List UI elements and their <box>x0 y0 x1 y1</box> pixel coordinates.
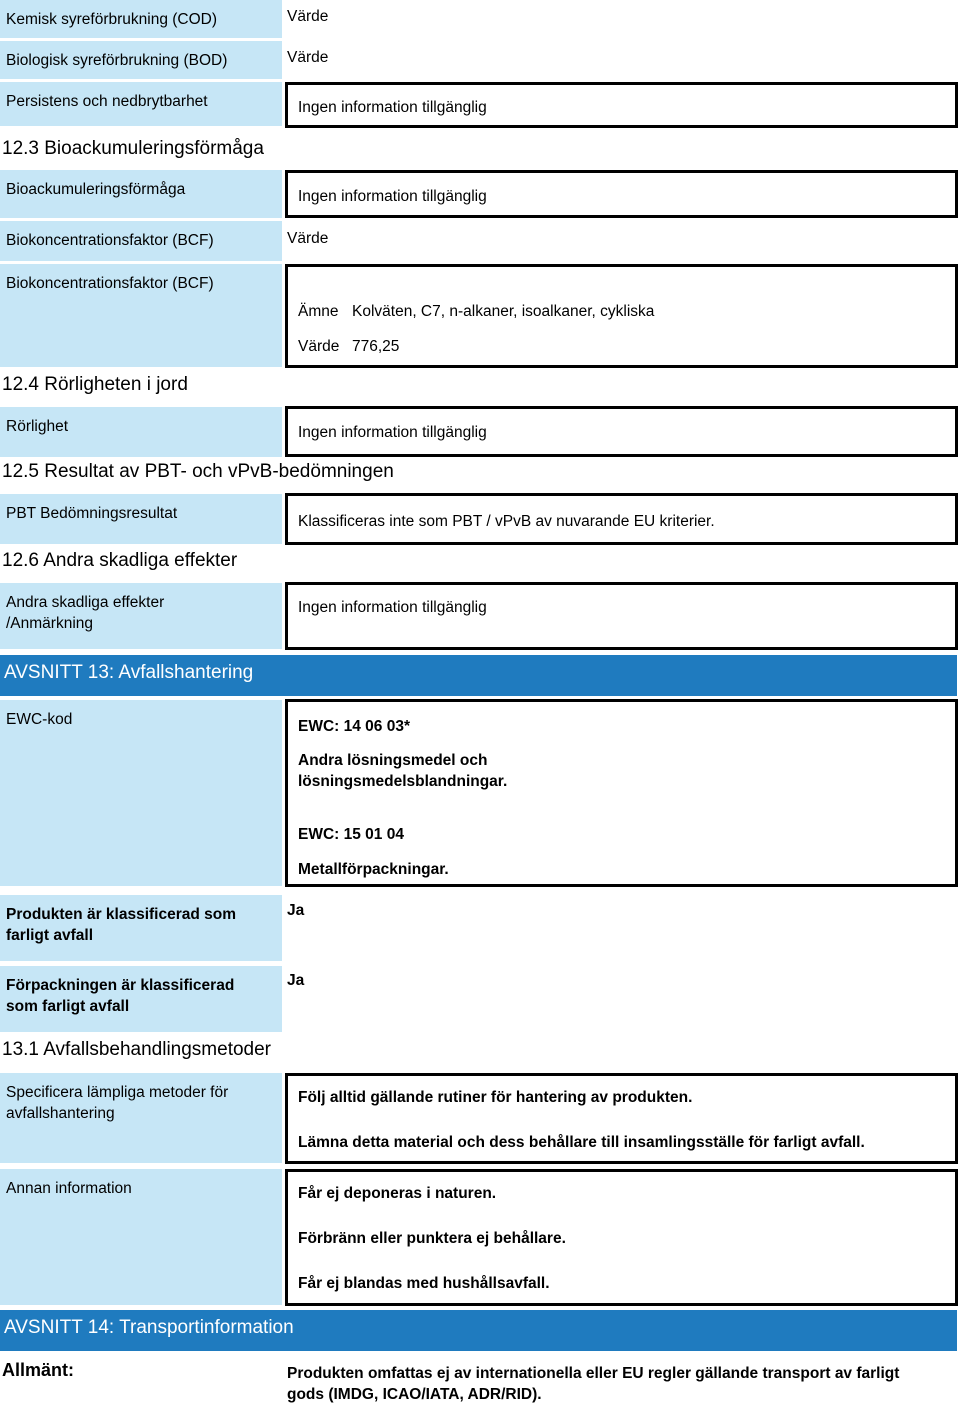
hazardous-product-label-line2: farligt avfall <box>6 927 93 944</box>
other-effects-value-box <box>285 582 958 650</box>
disposal-methods-line2: Lämna detta material och dess behållare till insamlingsställe för farligt avfall. <box>298 1134 865 1151</box>
ewc-desc-2: Metallförpackningar. <box>298 861 449 878</box>
bcf-value-1: Värde <box>287 230 329 247</box>
ewc-label: EWC-kod <box>0 700 282 886</box>
persistence-value: Ingen information tillgänglig <box>298 99 487 116</box>
section-12-6-heading: 12.6 Andra skadliga effekter <box>2 550 238 571</box>
section-13-1-heading: 13.1 Avfallsbehandlingsmetoder <box>2 1039 272 1060</box>
disposal-methods-label <box>0 1073 282 1163</box>
ewc-value-box <box>285 699 958 887</box>
bioaccumulation-value-box <box>285 170 958 218</box>
general-label: Allmänt: <box>2 1360 74 1380</box>
bcf-label-1: Biokoncentrationsfaktor (BCF) <box>0 221 282 261</box>
section-12-4-heading: 12.4 Rörligheten i jord <box>2 374 188 395</box>
disposal-methods-value-box <box>285 1073 958 1164</box>
persistence-value-box <box>285 82 958 128</box>
other-effects-value: Ingen information tillgänglig <box>298 599 487 616</box>
other-info-label: Annan information <box>0 1169 282 1305</box>
bioaccumulation-label: Bioackumuleringsförmåga <box>0 170 282 218</box>
bcf-value-key: Värde <box>298 338 340 355</box>
hazardous-packaging-value: Ja <box>287 972 305 989</box>
mobility-label: Rörlighet <box>0 407 282 457</box>
section-14-band: AVSNITT 14: Transportinformation <box>0 1310 957 1351</box>
ewc-desc-1-line1: Andra lösningsmedel och <box>298 752 488 769</box>
hazardous-product-value: Ja <box>287 902 305 919</box>
persistence-label: Persistens och nedbrytbarhet <box>0 82 282 126</box>
disposal-methods-line1: Följ alltid gällande rutiner för hantering av produkten. <box>298 1089 693 1106</box>
pbt-value-box <box>285 493 958 545</box>
bcf-subject: Kolväten, C7, n-alkaner, isoalkaner, cykliska <box>352 303 655 320</box>
disposal-methods-label-line1: Specificera lämpliga metoder för <box>6 1084 229 1101</box>
ewc-code-1: EWC: 14 06 03* <box>298 718 410 735</box>
section-12-3-heading: 12.3 Bioackumuleringsförmåga <box>2 138 264 159</box>
hazardous-product-label <box>0 895 282 961</box>
other-info-line3: Får ej blandas med hushållsavfall. <box>298 1275 550 1292</box>
bcf-subject-key: Ämne <box>298 303 339 320</box>
hazardous-packaging-label <box>0 966 282 1032</box>
cod-label: Kemisk syreförbrukning (COD) <box>0 0 282 38</box>
other-info-value-box <box>285 1169 958 1306</box>
mobility-value: Ingen information tillgänglig <box>298 424 487 441</box>
pbt-value: Klassificeras inte som PBT / vPvB av nuvarande EU kriterier. <box>298 513 715 530</box>
bod-label: Biologisk syreförbrukning (BOD) <box>0 41 282 79</box>
bcf-label-2: Biokoncentrationsfaktor (BCF) <box>0 264 282 367</box>
other-info-line1: Får ej deponeras i naturen. <box>298 1185 497 1202</box>
disposal-methods-label-line2: avfallshantering <box>6 1105 115 1122</box>
ewc-desc-1-line2: lösningsmedelsblandningar. <box>298 773 508 790</box>
bioaccumulation-value: Ingen information tillgänglig <box>298 188 487 205</box>
other-effects-label <box>0 583 282 649</box>
hazardous-product-label-line1: Produkten är klassificerad som <box>6 906 237 923</box>
other-effects-label-line2: /Anmärkning <box>6 615 94 632</box>
cod-value: Värde <box>287 8 329 25</box>
bod-value: Värde <box>287 49 329 66</box>
hazardous-packaging-label-line2: som farligt avfall <box>6 998 130 1015</box>
mobility-value-box <box>285 406 958 457</box>
section-12-5-heading: 12.5 Resultat av PBT- och vPvB-bedömningen <box>2 461 394 482</box>
ewc-code-2: EWC: 15 01 04 <box>298 826 404 843</box>
other-info-line2: Förbränn eller punktera ej behållare. <box>298 1230 566 1247</box>
other-effects-label-line1: Andra skadliga effekter <box>6 594 165 611</box>
general-value-line2: gods (IMDG, ICAO/IATA, ADR/RID). <box>287 1386 542 1403</box>
general-value-line1: Produkten omfattas ej av internationella eller EU regler gällande transport av farligt <box>287 1365 900 1382</box>
pbt-label: PBT Bedömningsresultat <box>0 494 282 544</box>
bcf-value-box-2 <box>285 264 958 368</box>
bcf-value: 776,25 <box>352 338 400 355</box>
hazardous-packaging-label-line1: Förpackningen är klassificerad <box>6 977 235 994</box>
general-value <box>287 1363 899 1405</box>
section-13-band: AVSNITT 13: Avfallshantering <box>0 655 957 696</box>
